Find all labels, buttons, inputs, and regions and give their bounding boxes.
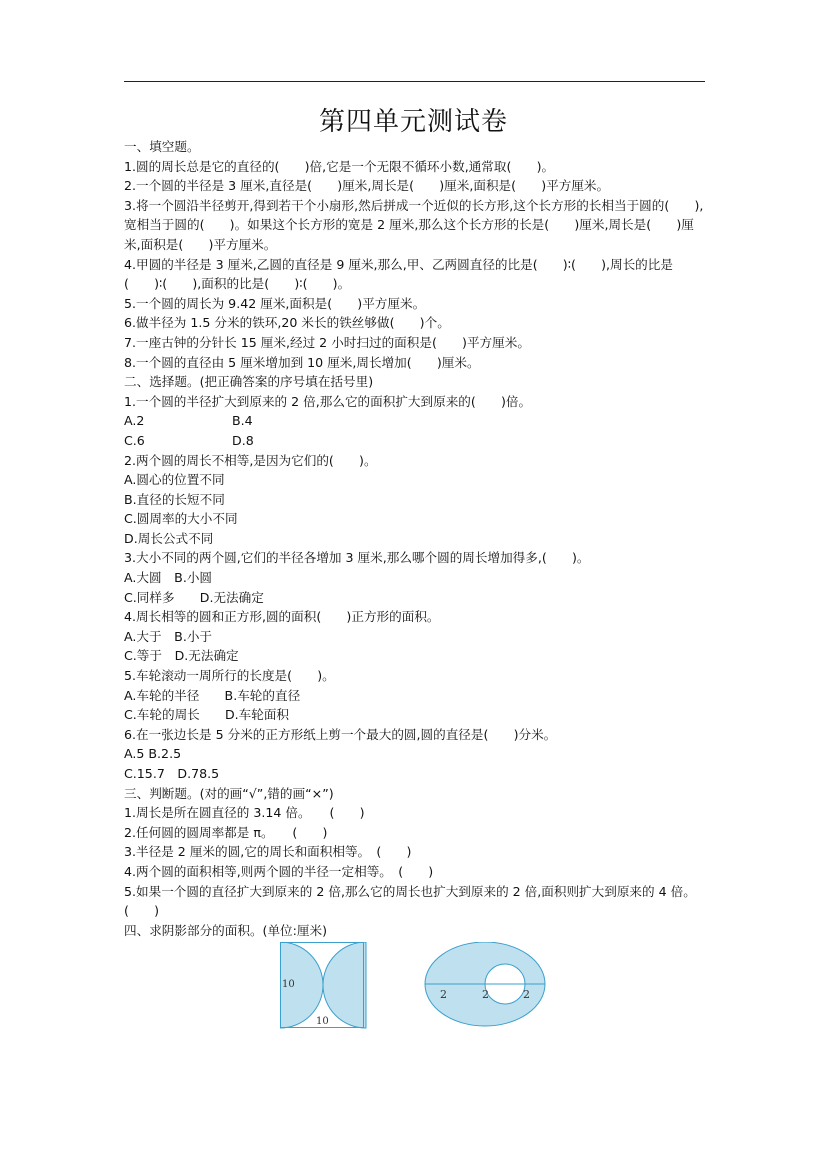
option: C.15.7 D.78.5 [124, 766, 220, 781]
segment-label: 2 [440, 988, 447, 1001]
option: A.2 [124, 413, 145, 429]
section-heading: 二、选择题。(把正确答案的序号填在括号里) [124, 374, 374, 390]
question: 7.一座古钟的分针长 15 厘米,经过 2 小时扫过的面积是( )平方厘米。 [124, 334, 530, 350]
option: C.车轮的周长 D.车轮面积 [124, 707, 290, 723]
question: 1.圆的周长总是它的直径的( )倍,它是一个无限不循环小数,通常取( )。 [124, 158, 555, 174]
test-body [124, 137, 708, 940]
option: A.5 B.2.5 [124, 746, 182, 762]
question: 2.任何圆的圆周率都是 π。 ( ) [124, 824, 328, 840]
segment-label: 2 [482, 988, 489, 1001]
figure-s-curve [425, 942, 553, 1026]
section-heading: 一、填空题。 [124, 139, 200, 154]
option: C.6 [124, 432, 145, 448]
question: 4.甲圆的半径是 3 厘米,乙圆的直径是 9 厘米,那么,甲、乙两圆直径的比是( )∶( ),周长的比是( )∶( ),面积的比是( )∶( )。 [124, 256, 673, 292]
figures [280, 942, 570, 1036]
question: 5.一个圆的周长为 9.42 厘米,面积是( )平方厘米。 [124, 295, 426, 311]
option: D.8 [232, 432, 254, 448]
option: A.圆心的位置不同 [124, 472, 225, 488]
section-heading: 三、判断题。(对的画“√”,错的画“×”) [124, 785, 334, 801]
question: 5.如果一个圆的直径扩大到原来的 2 倍,那么它的周长也扩大到原来的 2 倍,面积则扩大到原来的 4 倍。 ( ) [124, 883, 703, 919]
option: A.大于 B.小于 [124, 628, 213, 644]
question: 2.两个圆的周长不相等,是因为它们的( )。 [124, 452, 377, 468]
side-label: 10 [282, 979, 295, 990]
segment-label: 2 [523, 988, 530, 1001]
section-heading: 四、求阴影部分的面积。(单位:厘米) [124, 922, 327, 938]
question: 8.一个圆的直径由 5 厘米增加到 10 厘米,周长增加( )厘米。 [124, 354, 480, 370]
shaded-area-figures [280, 942, 570, 1032]
shaded-region [323, 942, 366, 1028]
shaded-region [425, 942, 545, 984]
option: C.同样多 D.无法确定 [124, 589, 264, 605]
option: C.等于 D.无法确定 [124, 648, 239, 664]
question: 3.半径是 2 厘米的圆,它的周长和面积相等。 ( ) [124, 844, 412, 860]
question: 1.一个圆的半径扩大到原来的 2 倍,那么它的面积扩大到原来的( )倍。 [124, 393, 532, 409]
option: B.4 [232, 413, 253, 429]
option: A.车轮的半径 B.车轮的直径 [124, 687, 301, 703]
question: 6.在一张边长是 5 分米的正方形纸上剪一个最大的圆,圆的直径是( )分米。 [124, 726, 557, 742]
option: C.圆周率的大小不同 [124, 511, 238, 527]
question: 2.一个圆的半径是 3 厘米,直径是( )厘米,周长是( )厘米,面积是( )平方厘米。 [124, 178, 610, 194]
top-rule [124, 81, 705, 82]
question: 3.将一个圆沿半径剪开,得到若干个小扇形,然后拼成一个近似的长方形,这个长方形的长相当于圆的( ),宽相当于圆的( )。如果这个长方形的宽是 2 厘米,那么这个长方形的长是( )厘米,周长是( )厘米,面积是( )平方厘米。 [124, 197, 704, 252]
options-row [124, 411, 708, 431]
figure-square-arcs [280, 942, 366, 1028]
page-title: 第四单元测试卷 [318, 107, 508, 137]
question: 6.做半径为 1.5 分米的铁环,20 米长的铁丝够做( )个。 [124, 315, 450, 331]
question: 4.两个圆的面积相等,则两个圆的半径一定相等。 ( ) [124, 863, 434, 879]
question: 4.周长相等的圆和正方形,圆的面积( )正方形的面积。 [124, 609, 440, 625]
option: B.直径的长短不同 [124, 491, 225, 507]
question: 1.周长是所在圆直径的 3.14 倍。 ( ) [124, 805, 365, 821]
question: 5.车轮滚动一周所行的长度是( )。 [124, 668, 335, 684]
bottom-label: 10 [316, 1016, 329, 1027]
option: D.周长公式不同 [124, 530, 214, 546]
option: A.大圆 B.小圆 [124, 570, 213, 586]
options-row [124, 431, 708, 451]
question: 3.大小不同的两个圆,它们的半径各增加 3 厘米,那么哪个圆的周长增加得多,( )。 [124, 550, 590, 566]
